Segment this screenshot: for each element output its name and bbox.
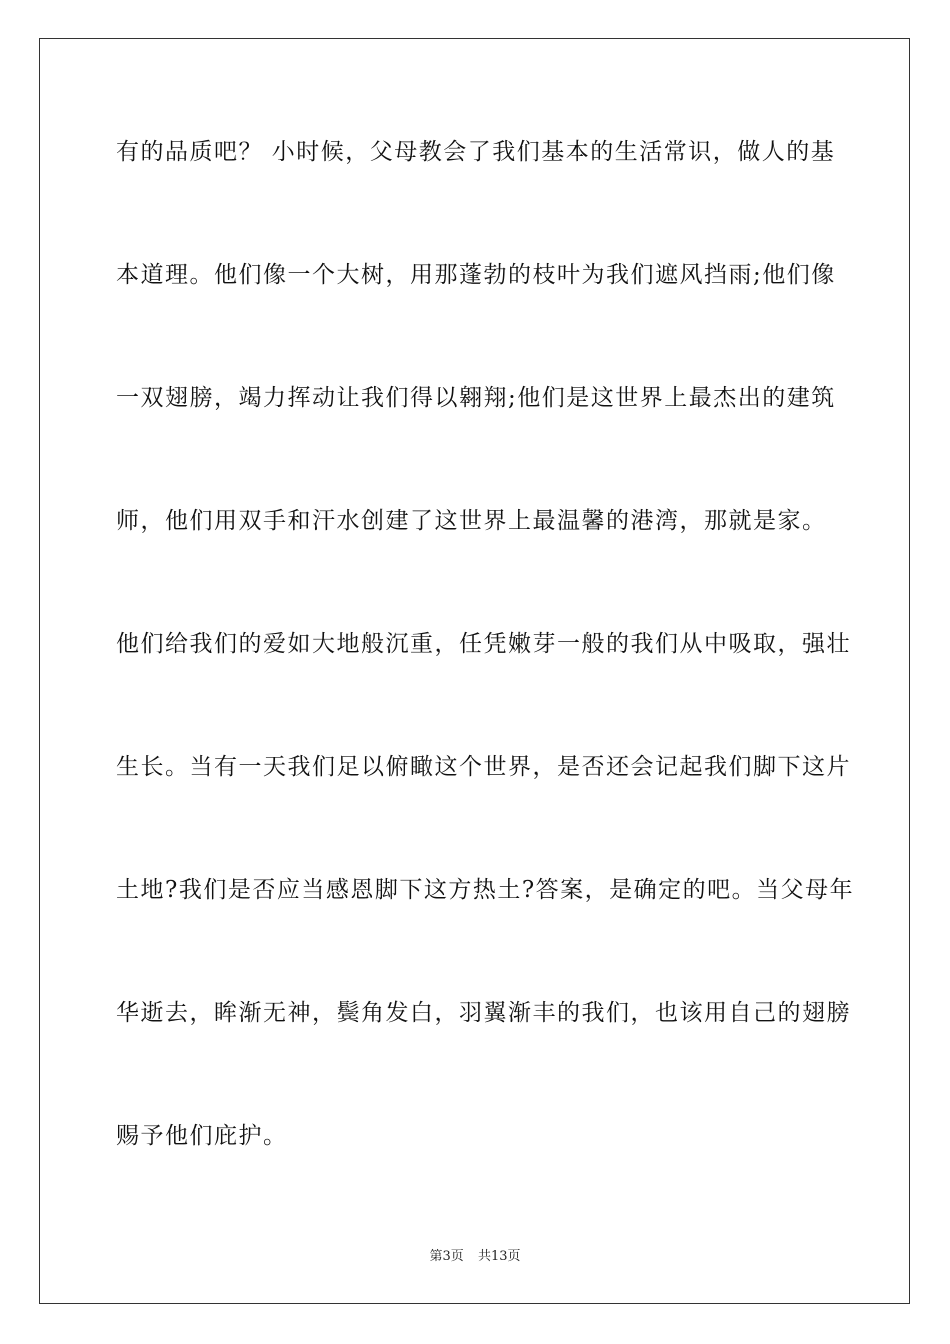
text-line: 生长。当有一天我们足以俯瞰这个世界，是否还会记起我们脚下这片 <box>116 754 851 780</box>
text-line: 土地?我们是否应当感恩脚下这方热土?答案，是确定的吧。当父母年 <box>116 877 855 903</box>
total-pages: 共13页 <box>477 1249 521 1264</box>
page-footer <box>0 1247 950 1267</box>
text-line: 有的品质吧？ 小时候，父母教会了我们基本的生活常识，做人的基 <box>116 139 836 165</box>
document-body <box>116 127 855 1234</box>
text-line: 师，他们用双手和汗水创建了这世界上最温馨的港湾，那就是家。 <box>116 508 827 534</box>
text-line: 本道理。他们像一个大树，用那蓬勃的枝叶为我们遮风挡雨;他们像 <box>116 262 836 288</box>
page-number: 第3页 <box>429 1249 464 1264</box>
text-line: 赐予他们庇护。 <box>116 1123 288 1149</box>
text-line: 一双翅膀，竭力挥动让我们得以翱翔;他们是这世界上最杰出的建筑 <box>116 385 836 411</box>
text-line: 华逝去，眸渐无神，鬓角发白，羽翼渐丰的我们，也该用自己的翅膀 <box>116 1000 851 1026</box>
text-line: 他们给我们的爱如大地般沉重，任凭嫩芽一般的我们从中吸取，强壮 <box>116 631 851 657</box>
